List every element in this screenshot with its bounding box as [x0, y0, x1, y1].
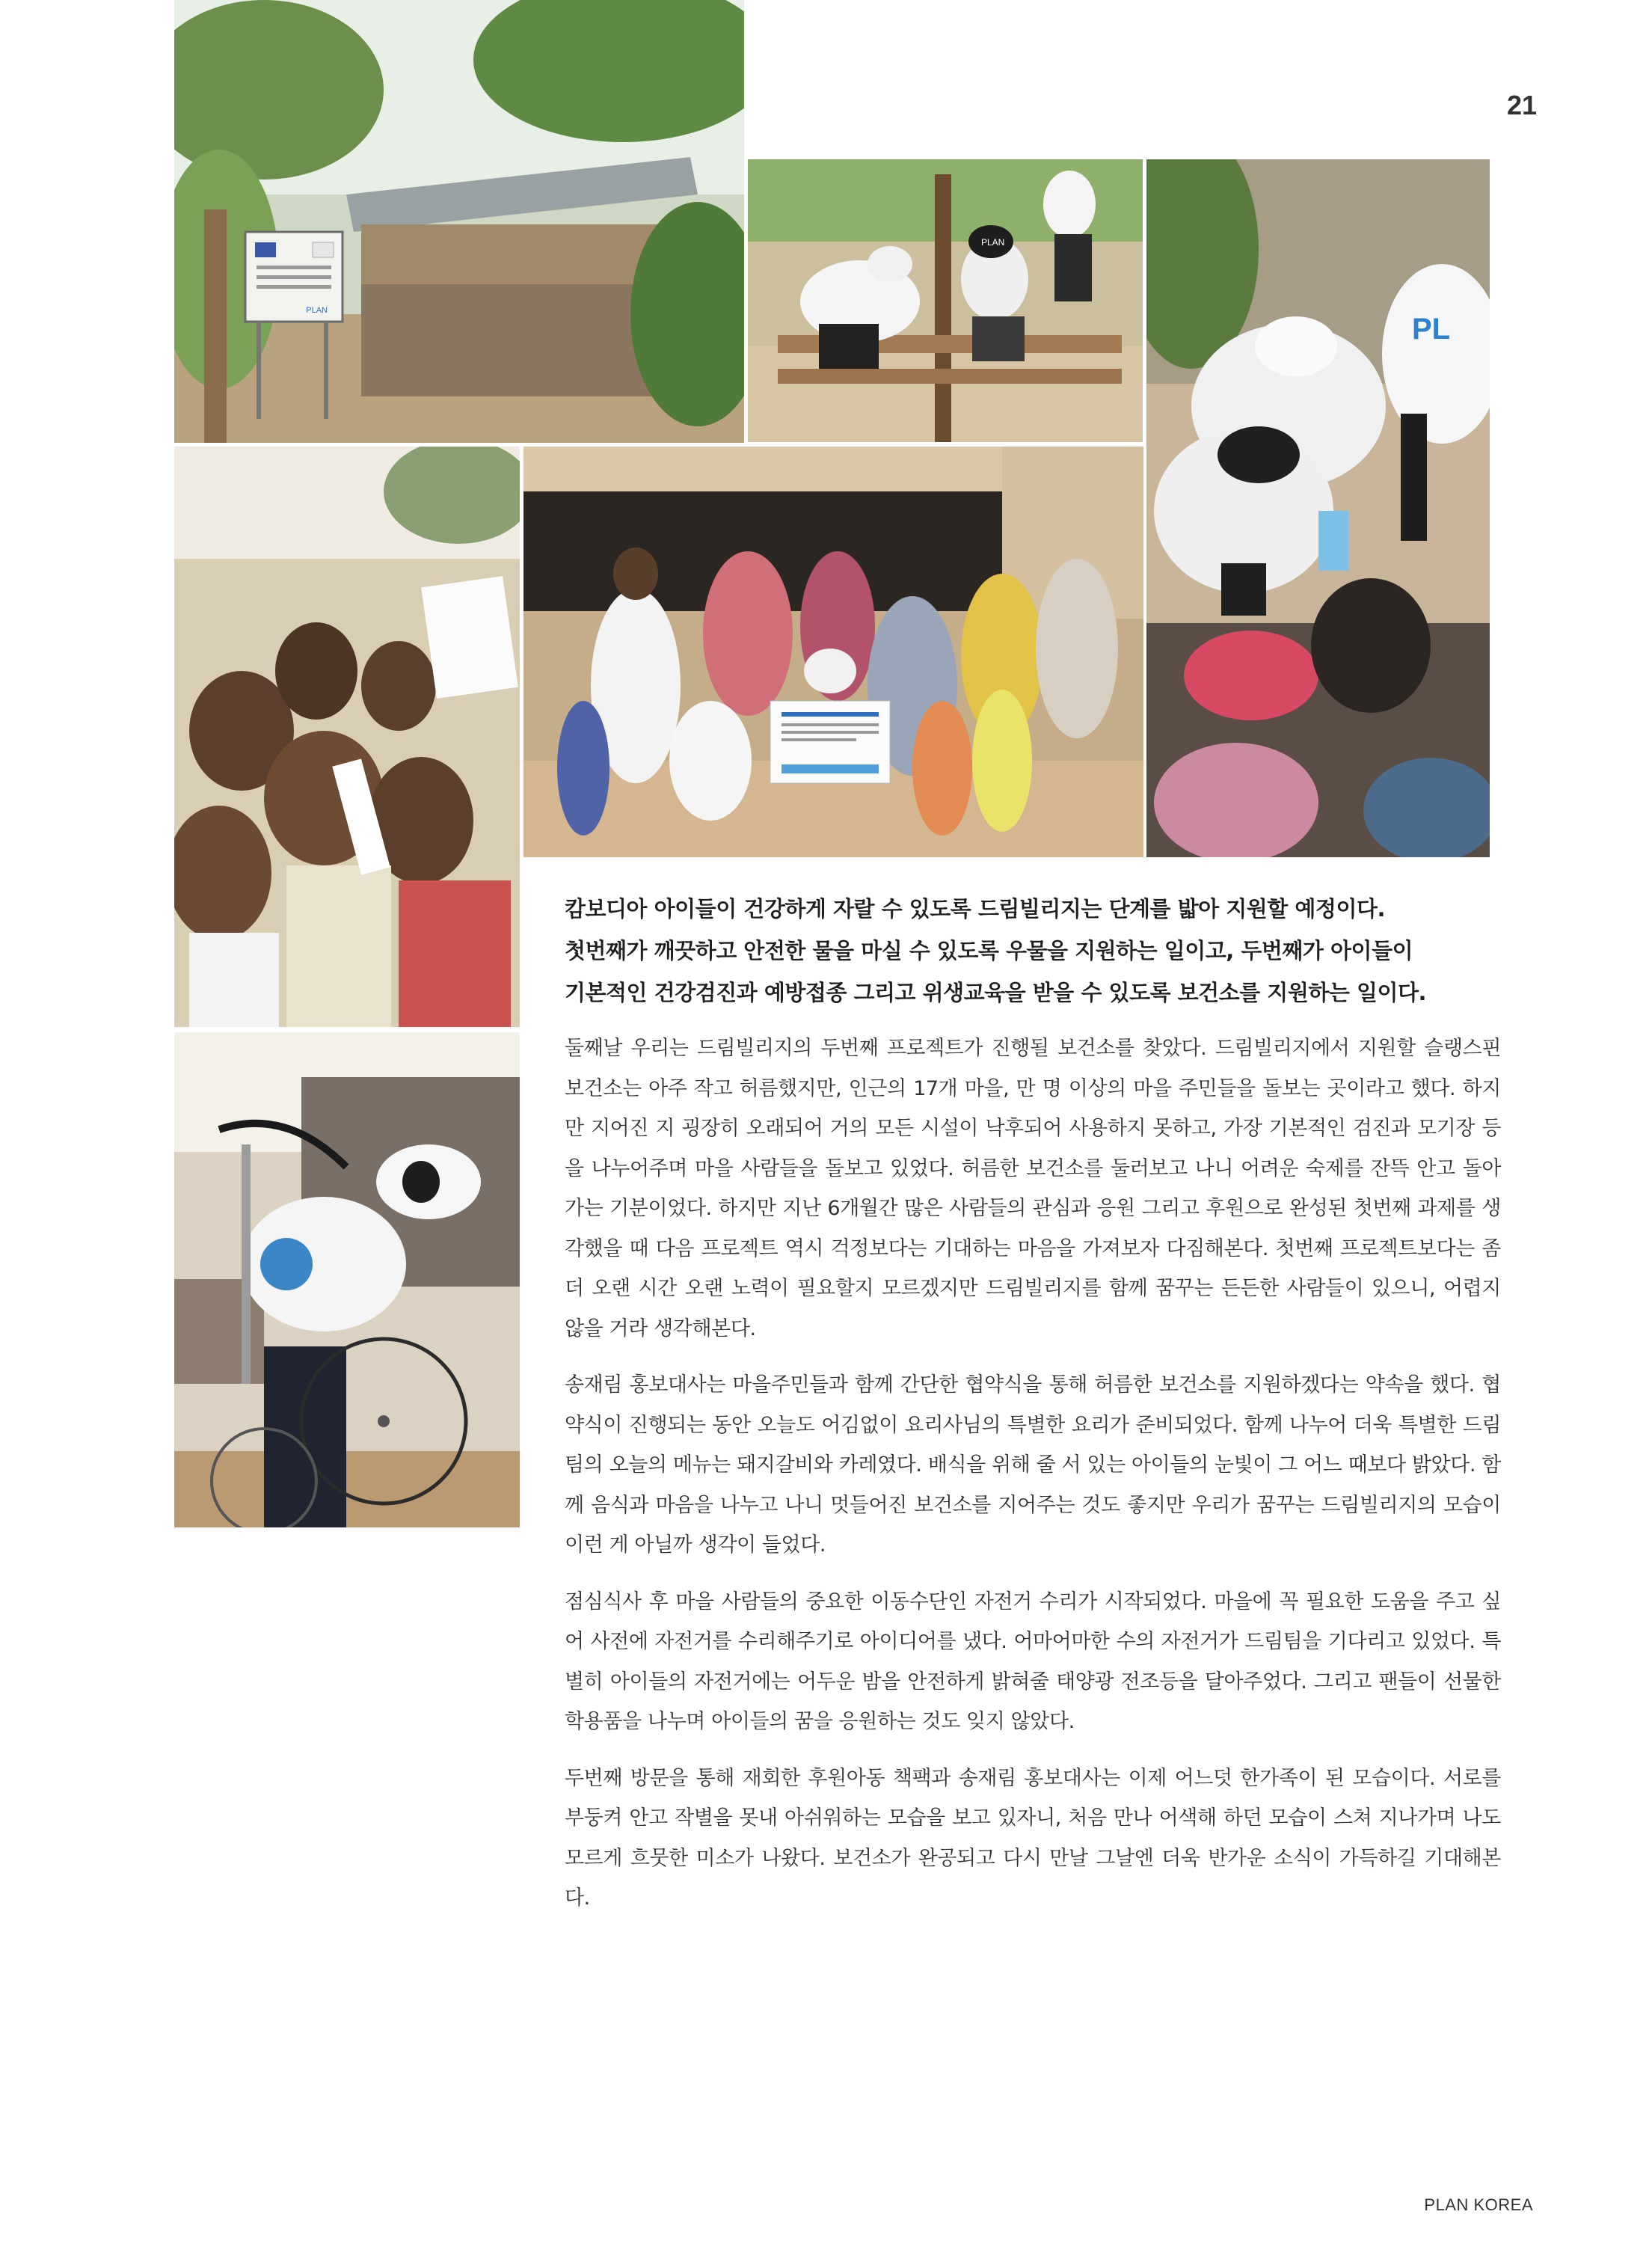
photo-building-fence	[748, 159, 1143, 442]
photo-group-agreement	[523, 447, 1143, 857]
body-paragraph: 송재림 홍보대사는 마을주민들과 함께 간단한 협약식을 통해 허름한 보건소를 지원하겠다는 약속을 했다. 협약식이 진행되는 동안 오늘도 어김없이 요리사님의 특별한 요리가 준비되었다. 함께 나누어 더욱 특별한 드림팀의 오늘의 메뉴는 돼지갈비와 카레였다. 배식을 위해 줄 서 있는 아이들의 눈빛이 그 어느 때보다 밝았다. 함께 음식과 마음을 나누고 나니 멋들어진 보건소를 지어주는 것도 좋지만 우리가 꿈꾸는 드림빌리지의 모습이 이런 게 아닐까 생각이 들었다.	[565, 1373, 1501, 1557]
photo-volunteers-children	[1146, 159, 1490, 857]
body-paragraph: 두번째 방문을 통해 재회한 후원아동 책팩과 송재림 홍보대사는 이제 어느덧 한가족이 된 모습이다. 서로를 부둥켜 안고 작별을 못내 아쉬워하는 모습을 보고 있자니, 처음 만나 어색해 하던 모습이 스쳐 지나가며 나도 모르게 흐뭇한 미소가 나왔다. 보건소가 완공되고 다시 만날 그날엔 더욱 반가운 소식이 가득하길 기대해본다.	[565, 1766, 1501, 1910]
footer-publication-name: PLAN KOREA	[1424, 2195, 1533, 2214]
lead-paragraph	[565, 888, 1499, 1014]
page-number: 21	[1506, 90, 1537, 120]
lead-line: 캄보디아 아이들이 건강하게 자랄 수 있도록 드림빌리지는 단계를 밟아 지원할 예정이다.	[565, 896, 1385, 922]
lead-line: 첫번째가 깨끗하고 안전한 물을 마실 수 있도록 우물을 지원하는 일이고, 두번째가 아이들이	[565, 938, 1413, 963]
photo-health-post-sign	[174, 0, 744, 443]
svg-text:PL: PL	[1412, 313, 1451, 346]
article-body	[565, 1029, 1501, 1935]
body-paragraph: 둘째날 우리는 드림빌리지의 두번째 프로젝트가 진행될 보건소를 찾았다. 드림빌리지에서 지원할 슬랭스핀 보건소는 아주 작고 허름했지만, 인근의 17개 마을, 만 명 이상의 마을 주민들을 돌보는 곳이라고 했다. 하지만 지어진 지 굉장히 오래되어 거의 모든 시설이 낙후되어 사용하지 못하고, 가장 기본적인 검진과 모기장 등을 나누어주며 마을 사람들을 돌보고 있었다. 허름한 보건소를 둘러보고 나니 어려운 숙제를 잔뜩 안고 돌아가는 기분이었다. 하지만 지난 6개월간 많은 사람들의 관심과 응원 그리고 후원으로 완성된 첫번째 과제를 생각했을 때 다음 프로젝트 역시 걱정보다는 기대하는 마음을 가져보자 다짐해본다. 첫번째 프로젝트보다는 좀 더 오랜 시간 오랜 노력이 필요할지 모르겠지만 드림빌리지를 함께 꿈꾸는 든든한 사람들이 있으니, 어렵지 않을 거라 생각해본다.	[565, 1037, 1501, 1340]
svg-text:PLAN: PLAN	[306, 306, 328, 315]
photo-village-children	[174, 447, 520, 1027]
svg-text:PLAN: PLAN	[981, 237, 1005, 248]
body-paragraph: 점심식사 후 마을 사람들의 중요한 이동수단인 자전거 수리가 시작되었다. 마을에 꼭 필요한 도움을 주고 싶어 사전에 자전거를 수리해주기로 아이디어를 냈다. 어마어마한 수의 자전거가 드림팀을 기다리고 있었다. 특별히 아이들의 자전거에는 어두운 밤을 안전하게 밝혀줄 태양광 전조등을 달아주었다. 그리고 팬들이 선물한 학용품을 나누며 아이들의 꿈을 응원하는 것도 잊지 않았다.	[565, 1590, 1501, 1733]
photo-bicycle-repair	[174, 1032, 520, 1527]
lead-line: 기본적인 건강검진과 예방접종 그리고 위생교육을 받을 수 있도록 보건소를 지원하는 일이다.	[565, 980, 1427, 1005]
